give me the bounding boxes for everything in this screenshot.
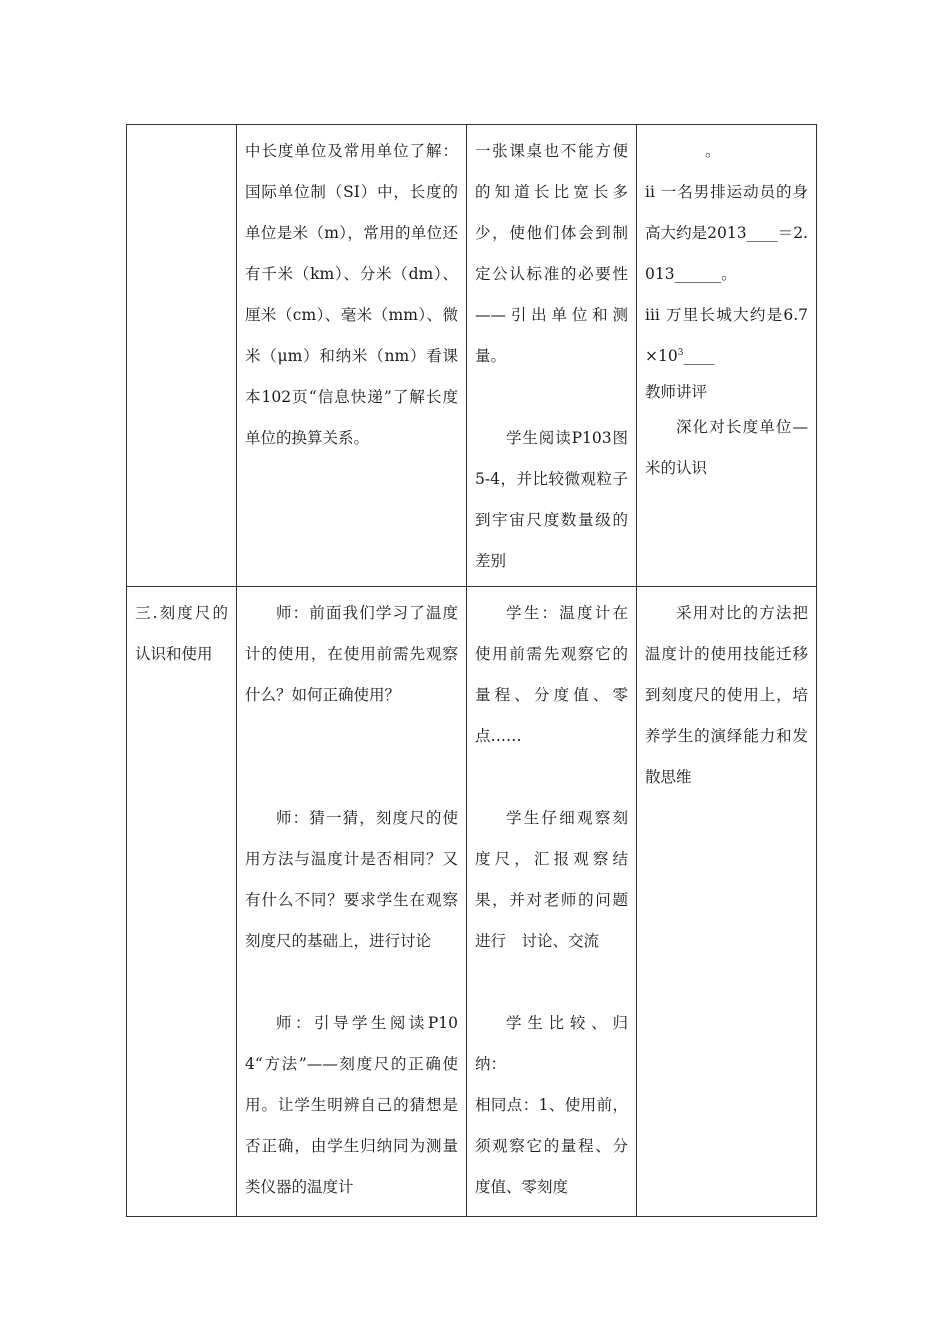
spacer	[475, 377, 628, 418]
design-intent-text: 采用对比的方法把温度计的使用技能迁移到刻度尺的使用上，培养学生的演绎能力和发散思维	[645, 604, 808, 786]
teacher-activity-text: 师：前面我们学习了温度计的使用，在使用前需先观察什么？如何正确使用？	[245, 604, 458, 704]
teacher-activity-text: 师：引导学生阅读P104“方法”——刻度尺的正确使用。让学生明辨自己的猜想是否正确，由学生归纳同为测量类仪器的温度计	[245, 1014, 458, 1196]
blank-line: ____	[683, 347, 715, 365]
spacer	[245, 962, 458, 1003]
spacer	[475, 757, 628, 798]
student-activity-text: 学生比较、归纳：	[475, 1014, 628, 1073]
student-activity-text: 学生仔细观察刻度尺，汇报观察结果，并对老师的问题进行 讨论、交流	[475, 809, 628, 950]
design-intent-text: 。	[705, 142, 721, 160]
spacer	[475, 962, 628, 1003]
design-intent-cell	[637, 587, 817, 1217]
exponent: 3	[677, 347, 684, 358]
design-intent-text	[645, 295, 808, 377]
teacher-activity-cell	[237, 125, 467, 587]
student-activity-cell	[467, 587, 637, 1217]
student-activity-text: 相同点：1、使用前，须观察它的量程、分度值、零刻度	[475, 1096, 628, 1196]
design-intent-text: 教师讲评	[645, 383, 708, 401]
student-activity-text: 学生：温度计在使用前需先观察它的量程、分度值、零点……	[475, 604, 628, 745]
design-intent-text: ii 一名男排运动员的身高大约是2013____＝2.013______。	[645, 183, 808, 283]
student-activity-cell	[467, 125, 637, 587]
teacher-activity-cell	[237, 587, 467, 1217]
stage-title: 三.刻度尺的认识和使用	[135, 604, 228, 663]
design-intent-cell	[637, 125, 817, 587]
teacher-activity-text: 师：猜一猜，刻度尺的使用方法与温度计是否相同？又有什么不同？要求学生在观察刻度尺的基础上，进行讨论	[245, 809, 458, 950]
text-fragment: 6.7×10	[645, 306, 808, 365]
table-row	[127, 587, 817, 1217]
stage-cell	[127, 125, 237, 587]
lesson-plan-table	[126, 124, 817, 1217]
table-row	[127, 125, 817, 587]
spacer	[245, 716, 458, 798]
stage-cell	[127, 587, 237, 1217]
student-activity-text: 一张课桌也不能方便的知道长比宽长多少，使他们体会到制定公认标准的必要性——引出单位和测量。	[475, 142, 628, 365]
text-fragment: iii 万里长城大约是	[645, 306, 784, 324]
design-intent-text: 深化对长度单位—米的认识	[645, 418, 808, 477]
teacher-activity-text: 中长度单位及常用单位了解：国际单位制（SI）中，长度的单位是米（m），常用的单位还有千米（km）、分米（dm）、厘米（cm）、毫米（mm）、微米（μm）和纳米（nm）看课本102页“信息快递”了解长度单位的换算关系。	[245, 142, 458, 447]
student-activity-text: 学生阅读P103图5-4，并比较微观粒子到宇宙尺度数量级的差别	[475, 429, 628, 570]
